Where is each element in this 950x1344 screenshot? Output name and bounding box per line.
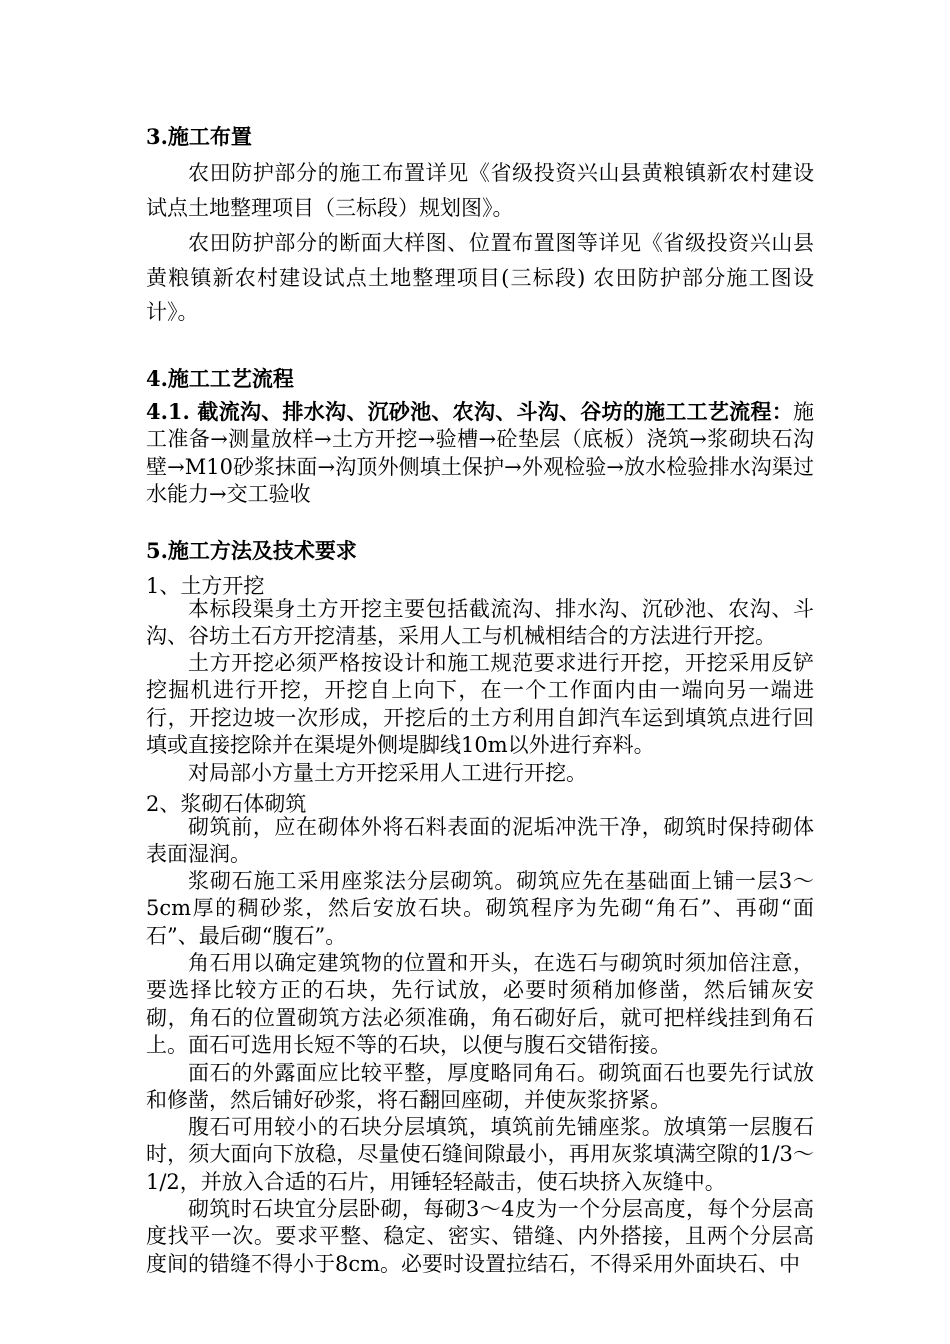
section-4-1-label: 4.1. 截流沟、排水沟、沉砂池、农沟、斗沟、谷坊的施工工艺流程：	[146, 399, 793, 424]
section-3-paragraph-1: 农田防护部分的施工布置详见《省级投资兴山县黄粮镇新农村建设试点土地整理项目（三标段）规划图》。	[146, 161, 814, 220]
item-1-paragraph-3: 对局部小方量土方开挖采用人工进行开挖。	[188, 761, 587, 785]
item-2-paragraph-3: 角石用以确定建筑物的位置和开头，在选石与砌筑时须加倍注意，要选择比较方正的石块，先行试放，必要时须稍加修凿，然后铺灰安砌，角石的位置砌筑方法必须准确，角石砌好后，就可把样线挂到角石上。面石可选用长短不等的石块，以便与腹石交错衔接。	[146, 951, 814, 1058]
item-2-title: 2、浆砌石体砌筑	[146, 792, 307, 816]
item-2-paragraph-1: 砌筑前，应在砌体外将石料表面的泥垢冲洗干净，砌筑时保持砌体表面湿润。	[146, 815, 814, 867]
item-2-paragraph-6: 砌筑时石块宜分层卧砌，每砌3～4皮为一个分层高度，每个分层高度找平一次。要求平整、稳定、密实、错缝、内外搭接，且两个分层高度间的错缝不得小于8cm。必要时设置拉结石，不得采用外面块石、中	[146, 1197, 814, 1276]
section-3-paragraph-2: 农田防护部分的断面大样图、位置布置图等详见《省级投资兴山县黄粮镇新农村建设试点土地整理项目(三标段) 农田防护部分施工图设计》。	[146, 231, 814, 324]
item-1-title: 1、土方开挖	[146, 574, 265, 598]
item-2-paragraph-5: 腹石可用较小的石块分层填筑，填筑前先铺座浆。放填第一层腹石时，须大面向下放稳，尽量使石缝间隙最小，再用灰浆填满空隙的1/3～1/2，并放入合适的石片，用锤轻轻敲击，使石块挤入灰缝中。	[146, 1115, 814, 1194]
item-1-paragraph-2: 土方开挖必须严格按设计和施工规范要求进行开挖，开挖采用反铲挖掘机进行开挖，开挖自上向下，在一个工作面内由一端向另一端进行，开挖边坡一次形成，开挖后的土方利用自卸汽车运到填筑点进行回填或直接挖除并在渠堤外侧堤脚线10m以外进行弃料。	[146, 651, 814, 758]
item-1-paragraph-1: 本标段渠身土方开挖主要包括截流沟、排水沟、沉砂池、农沟、斗沟、谷坊土石方开挖清基，采用人工与机械相结合的方法进行开挖。	[146, 597, 814, 649]
section-5-heading: 5.施工方法及技术要求	[146, 538, 357, 563]
item-2-paragraph-2: 浆砌石施工采用座浆法分层砌筑。砌筑应先在基础面上铺一层3～5cm厚的稠砂浆，然后安放石块。砌筑程序为先砌“角石”、再砌“面石”、最后砌“腹石”。	[146, 869, 814, 948]
section-4-heading: 4.施工工艺流程	[146, 366, 294, 391]
section-4-1-text: 施工准备→测量放样→土方开挖→验槽→砼垫层（底板）浇筑→浆砌块石沟壁→M10砂浆抹面→沟顶外侧填土保护→外观检验→放水检验排水沟渠过水能力→交工验收	[146, 400, 814, 507]
section-4-1-paragraph	[146, 398, 814, 509]
item-2-paragraph-4: 面石的外露面应比较平整，厚度略同角石。砌筑面石也要先行试放和修凿，然后铺好砂浆，将石翻回座砌，并使灰浆挤紧。	[146, 1061, 814, 1113]
section-3-heading: 3.施工布置	[146, 124, 252, 149]
